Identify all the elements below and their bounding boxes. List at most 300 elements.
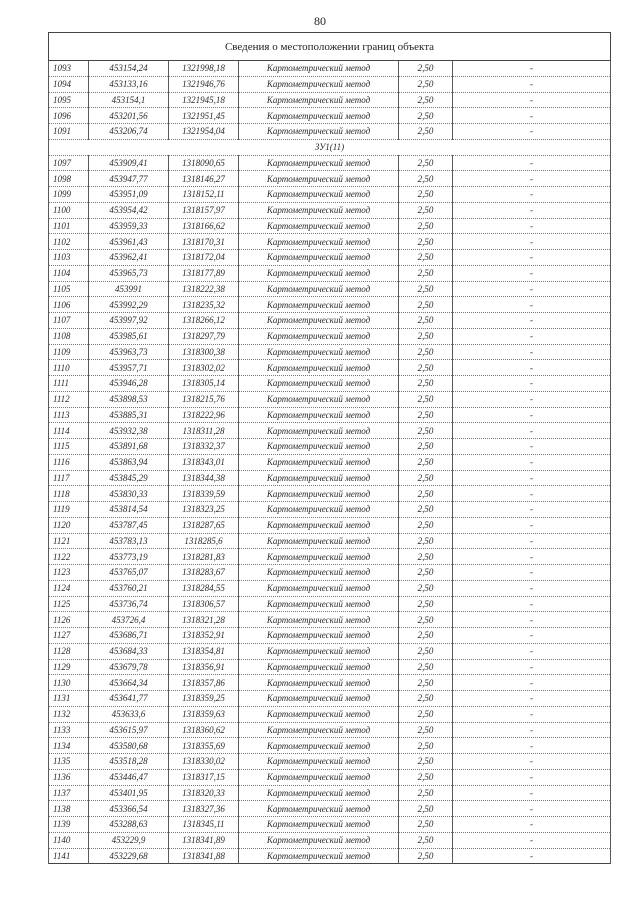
point-number-cell: 1131 bbox=[49, 691, 89, 707]
y-coordinate-cell: 1318332,37 bbox=[169, 439, 239, 455]
method-cell: Картометрический метод bbox=[239, 628, 399, 644]
x-coordinate-cell: 453206,74 bbox=[89, 124, 169, 140]
point-number-cell: 1100 bbox=[49, 202, 89, 218]
description-cell: - bbox=[453, 817, 611, 833]
description-cell: - bbox=[453, 801, 611, 817]
method-cell: Картометрический метод bbox=[239, 659, 399, 675]
description-cell: - bbox=[453, 92, 611, 108]
accuracy-cell: 2,50 bbox=[399, 407, 453, 423]
y-coordinate-cell: 1318311,28 bbox=[169, 423, 239, 439]
x-coordinate-cell: 453580,68 bbox=[89, 738, 169, 754]
table-row bbox=[49, 517, 611, 533]
method-cell: Картометрический метод bbox=[239, 722, 399, 738]
table-row bbox=[49, 313, 611, 329]
accuracy-cell: 2,50 bbox=[399, 439, 453, 455]
description-cell: - bbox=[453, 769, 611, 785]
point-number-cell: 1105 bbox=[49, 281, 89, 297]
y-coordinate-cell: 1318266,12 bbox=[169, 313, 239, 329]
y-coordinate-cell: 1318317,15 bbox=[169, 769, 239, 785]
table-row bbox=[49, 533, 611, 549]
point-number-cell: 1097 bbox=[49, 155, 89, 171]
accuracy-cell: 2,50 bbox=[399, 76, 453, 92]
table-row bbox=[49, 643, 611, 659]
description-cell: - bbox=[453, 250, 611, 266]
description-cell: - bbox=[453, 517, 611, 533]
x-coordinate-cell: 453401,95 bbox=[89, 785, 169, 801]
x-coordinate-cell: 453133,16 bbox=[89, 76, 169, 92]
accuracy-cell: 2,50 bbox=[399, 643, 453, 659]
y-coordinate-cell: 1318281,83 bbox=[169, 549, 239, 565]
point-number-cell: 1099 bbox=[49, 187, 89, 203]
y-coordinate-cell: 1318090,65 bbox=[169, 155, 239, 171]
y-coordinate-cell: 1318360,62 bbox=[169, 722, 239, 738]
accuracy-cell: 2,50 bbox=[399, 423, 453, 439]
table-row bbox=[49, 218, 611, 234]
point-number-cell: 1098 bbox=[49, 171, 89, 187]
table-row bbox=[49, 549, 611, 565]
x-coordinate-cell: 453845,29 bbox=[89, 470, 169, 486]
table-row bbox=[49, 612, 611, 628]
x-coordinate-cell: 453229,9 bbox=[89, 832, 169, 848]
y-coordinate-cell: 1318330,02 bbox=[169, 754, 239, 770]
x-coordinate-cell: 453898,53 bbox=[89, 391, 169, 407]
description-cell: - bbox=[453, 328, 611, 344]
y-coordinate-cell: 1318355,69 bbox=[169, 738, 239, 754]
y-coordinate-cell: 1318300,38 bbox=[169, 344, 239, 360]
x-coordinate-cell: 453201,56 bbox=[89, 108, 169, 124]
point-number-cell: 1130 bbox=[49, 675, 89, 691]
point-number-cell: 1136 bbox=[49, 769, 89, 785]
point-number-cell: 1123 bbox=[49, 565, 89, 581]
accuracy-cell: 2,50 bbox=[399, 628, 453, 644]
description-cell: - bbox=[453, 643, 611, 659]
table-row bbox=[49, 360, 611, 376]
accuracy-cell: 2,50 bbox=[399, 517, 453, 533]
y-coordinate-cell: 1318166,62 bbox=[169, 218, 239, 234]
method-cell: Картометрический метод bbox=[239, 218, 399, 234]
method-cell: Картометрический метод bbox=[239, 517, 399, 533]
accuracy-cell: 2,50 bbox=[399, 691, 453, 707]
method-cell: Картометрический метод bbox=[239, 344, 399, 360]
table-row bbox=[49, 61, 611, 77]
table-row bbox=[49, 234, 611, 250]
description-cell: - bbox=[453, 234, 611, 250]
accuracy-cell: 2,50 bbox=[399, 92, 453, 108]
accuracy-cell: 2,50 bbox=[399, 313, 453, 329]
table-row bbox=[49, 92, 611, 108]
y-coordinate-cell: 1318297,79 bbox=[169, 328, 239, 344]
point-number-cell: 1128 bbox=[49, 643, 89, 659]
x-coordinate-cell: 453633,6 bbox=[89, 706, 169, 722]
method-cell: Картометрический метод bbox=[239, 108, 399, 124]
table-row bbox=[49, 250, 611, 266]
accuracy-cell: 2,50 bbox=[399, 297, 453, 313]
description-cell: - bbox=[453, 486, 611, 502]
accuracy-cell: 2,50 bbox=[399, 565, 453, 581]
method-cell: Картометрический метод bbox=[239, 407, 399, 423]
table-row bbox=[49, 801, 611, 817]
y-coordinate-cell: 1321945,18 bbox=[169, 92, 239, 108]
table-row bbox=[49, 722, 611, 738]
table-row bbox=[49, 391, 611, 407]
x-coordinate-cell: 453951,09 bbox=[89, 187, 169, 203]
point-number-cell: 1129 bbox=[49, 659, 89, 675]
description-cell: - bbox=[453, 785, 611, 801]
x-coordinate-cell: 453154,24 bbox=[89, 61, 169, 77]
accuracy-cell: 2,50 bbox=[399, 612, 453, 628]
accuracy-cell: 2,50 bbox=[399, 754, 453, 770]
description-cell: - bbox=[453, 580, 611, 596]
y-coordinate-cell: 1318357,86 bbox=[169, 675, 239, 691]
method-cell: Картометрический метод bbox=[239, 549, 399, 565]
method-cell: Картометрический метод bbox=[239, 470, 399, 486]
table-row bbox=[49, 344, 611, 360]
method-cell: Картометрический метод bbox=[239, 801, 399, 817]
method-cell: Картометрический метод bbox=[239, 454, 399, 470]
accuracy-cell: 2,50 bbox=[399, 108, 453, 124]
point-number-cell: 1127 bbox=[49, 628, 89, 644]
table-row bbox=[49, 439, 611, 455]
x-coordinate-cell: 453366,54 bbox=[89, 801, 169, 817]
accuracy-cell: 2,50 bbox=[399, 596, 453, 612]
y-coordinate-cell: 1318339,59 bbox=[169, 486, 239, 502]
x-coordinate-cell: 453957,71 bbox=[89, 360, 169, 376]
method-cell: Картометрический метод bbox=[239, 769, 399, 785]
x-coordinate-cell: 453946,28 bbox=[89, 376, 169, 392]
x-coordinate-cell: 453518,28 bbox=[89, 754, 169, 770]
y-coordinate-cell: 1318341,88 bbox=[169, 848, 239, 864]
point-number-cell: 1096 bbox=[49, 108, 89, 124]
accuracy-cell: 2,50 bbox=[399, 817, 453, 833]
accuracy-cell: 2,50 bbox=[399, 328, 453, 344]
table-row bbox=[49, 675, 611, 691]
x-coordinate-cell: 453932,38 bbox=[89, 423, 169, 439]
point-number-cell: 1118 bbox=[49, 486, 89, 502]
description-cell: - bbox=[453, 281, 611, 297]
accuracy-cell: 2,50 bbox=[399, 769, 453, 785]
point-number-cell: 1133 bbox=[49, 722, 89, 738]
description-cell: - bbox=[453, 265, 611, 281]
accuracy-cell: 2,50 bbox=[399, 533, 453, 549]
method-cell: Картометрический метод bbox=[239, 171, 399, 187]
accuracy-cell: 2,50 bbox=[399, 486, 453, 502]
y-coordinate-cell: 1318356,91 bbox=[169, 659, 239, 675]
point-number-cell: 1091 bbox=[49, 124, 89, 140]
x-coordinate-cell: 453891,68 bbox=[89, 439, 169, 455]
description-cell: - bbox=[453, 61, 611, 77]
description-cell: - bbox=[453, 706, 611, 722]
method-cell: Картометрический метод bbox=[239, 391, 399, 407]
point-number-cell: 1140 bbox=[49, 832, 89, 848]
y-coordinate-cell: 1318152,11 bbox=[169, 187, 239, 203]
description-cell: - bbox=[453, 470, 611, 486]
accuracy-cell: 2,50 bbox=[399, 234, 453, 250]
y-coordinate-cell: 1318343,01 bbox=[169, 454, 239, 470]
method-cell: Картометрический метод bbox=[239, 423, 399, 439]
method-cell: Картометрический метод bbox=[239, 675, 399, 691]
title-row bbox=[49, 33, 611, 61]
description-cell: - bbox=[453, 376, 611, 392]
accuracy-cell: 2,50 bbox=[399, 722, 453, 738]
method-cell: Картометрический метод bbox=[239, 155, 399, 171]
point-number-cell: 1103 bbox=[49, 250, 89, 266]
y-coordinate-cell: 1318157,97 bbox=[169, 202, 239, 218]
table-title: Сведения о местоположении границ объекта bbox=[49, 33, 611, 61]
y-coordinate-cell: 1318345,11 bbox=[169, 817, 239, 833]
description-cell: - bbox=[453, 738, 611, 754]
x-coordinate-cell: 453954,42 bbox=[89, 202, 169, 218]
description-cell: - bbox=[453, 454, 611, 470]
method-cell: Картометрический метод bbox=[239, 265, 399, 281]
section-row bbox=[49, 139, 611, 155]
table-row bbox=[49, 706, 611, 722]
x-coordinate-cell: 453736,74 bbox=[89, 596, 169, 612]
y-coordinate-cell: 1321946,76 bbox=[169, 76, 239, 92]
description-cell: - bbox=[453, 391, 611, 407]
point-number-cell: 1104 bbox=[49, 265, 89, 281]
point-number-cell: 1119 bbox=[49, 502, 89, 518]
y-coordinate-cell: 1318344,38 bbox=[169, 470, 239, 486]
x-coordinate-cell: 453686,71 bbox=[89, 628, 169, 644]
accuracy-cell: 2,50 bbox=[399, 61, 453, 77]
description-cell: - bbox=[453, 439, 611, 455]
point-number-cell: 1094 bbox=[49, 76, 89, 92]
point-number-cell: 1124 bbox=[49, 580, 89, 596]
method-cell: Картометрический метод bbox=[239, 691, 399, 707]
description-cell: - bbox=[453, 549, 611, 565]
point-number-cell: 1110 bbox=[49, 360, 89, 376]
description-cell: - bbox=[453, 344, 611, 360]
point-number-cell: 1111 bbox=[49, 376, 89, 392]
x-coordinate-cell: 453773,19 bbox=[89, 549, 169, 565]
method-cell: Картометрический метод bbox=[239, 706, 399, 722]
table-row bbox=[49, 155, 611, 171]
y-coordinate-cell: 1318302,02 bbox=[169, 360, 239, 376]
table-row bbox=[49, 202, 611, 218]
point-number-cell: 1101 bbox=[49, 218, 89, 234]
x-coordinate-cell: 453783,13 bbox=[89, 533, 169, 549]
accuracy-cell: 2,50 bbox=[399, 250, 453, 266]
point-number-cell: 1132 bbox=[49, 706, 89, 722]
description-cell: - bbox=[453, 360, 611, 376]
description-cell: - bbox=[453, 76, 611, 92]
y-coordinate-cell: 1318327,36 bbox=[169, 801, 239, 817]
accuracy-cell: 2,50 bbox=[399, 848, 453, 864]
method-cell: Картометрический метод bbox=[239, 187, 399, 203]
accuracy-cell: 2,50 bbox=[399, 344, 453, 360]
method-cell: Картометрический метод bbox=[239, 817, 399, 833]
description-cell: - bbox=[453, 155, 611, 171]
point-number-cell: 1116 bbox=[49, 454, 89, 470]
accuracy-cell: 2,50 bbox=[399, 502, 453, 518]
description-cell: - bbox=[453, 124, 611, 140]
method-cell: Картометрический метод bbox=[239, 250, 399, 266]
y-coordinate-cell: 1318341,89 bbox=[169, 832, 239, 848]
y-coordinate-cell: 1321998,18 bbox=[169, 61, 239, 77]
y-coordinate-cell: 1318359,25 bbox=[169, 691, 239, 707]
method-cell: Картометрический метод bbox=[239, 281, 399, 297]
y-coordinate-cell: 1318170,31 bbox=[169, 234, 239, 250]
method-cell: Картометрический метод bbox=[239, 360, 399, 376]
description-cell: - bbox=[453, 297, 611, 313]
y-coordinate-cell: 1318146,27 bbox=[169, 171, 239, 187]
table-row bbox=[49, 281, 611, 297]
table-row bbox=[49, 565, 611, 581]
description-cell: - bbox=[453, 848, 611, 864]
x-coordinate-cell: 453947,77 bbox=[89, 171, 169, 187]
y-coordinate-cell: 1318172,04 bbox=[169, 250, 239, 266]
table-row bbox=[49, 407, 611, 423]
table-row bbox=[49, 785, 611, 801]
accuracy-cell: 2,50 bbox=[399, 376, 453, 392]
method-cell: Картометрический метод bbox=[239, 61, 399, 77]
method-cell: Картометрический метод bbox=[239, 297, 399, 313]
table-row bbox=[49, 76, 611, 92]
point-number-cell: 1117 bbox=[49, 470, 89, 486]
x-coordinate-cell: 453154,1 bbox=[89, 92, 169, 108]
x-coordinate-cell: 453229,68 bbox=[89, 848, 169, 864]
accuracy-cell: 2,50 bbox=[399, 360, 453, 376]
method-cell: Картометрический метод bbox=[239, 376, 399, 392]
coordinates-table bbox=[48, 32, 611, 864]
accuracy-cell: 2,50 bbox=[399, 785, 453, 801]
table-row bbox=[49, 769, 611, 785]
x-coordinate-cell: 453726,4 bbox=[89, 612, 169, 628]
x-coordinate-cell: 453885,31 bbox=[89, 407, 169, 423]
y-coordinate-cell: 1318320,33 bbox=[169, 785, 239, 801]
description-cell: - bbox=[453, 502, 611, 518]
description-cell: - bbox=[453, 612, 611, 628]
y-coordinate-cell: 1318235,32 bbox=[169, 297, 239, 313]
accuracy-cell: 2,50 bbox=[399, 155, 453, 171]
point-number-cell: 1106 bbox=[49, 297, 89, 313]
description-cell: - bbox=[453, 187, 611, 203]
table-row bbox=[49, 659, 611, 675]
table-header bbox=[49, 33, 611, 61]
y-coordinate-cell: 1318215,76 bbox=[169, 391, 239, 407]
table-row bbox=[49, 423, 611, 439]
description-cell: - bbox=[453, 533, 611, 549]
table-row bbox=[49, 502, 611, 518]
method-cell: Картометрический метод bbox=[239, 580, 399, 596]
table-row bbox=[49, 596, 611, 612]
y-coordinate-cell: 1318354,81 bbox=[169, 643, 239, 659]
method-cell: Картометрический метод bbox=[239, 439, 399, 455]
y-coordinate-cell: 1318283,67 bbox=[169, 565, 239, 581]
point-number-cell: 1107 bbox=[49, 313, 89, 329]
accuracy-cell: 2,50 bbox=[399, 659, 453, 675]
description-cell: - bbox=[453, 754, 611, 770]
table-row bbox=[49, 108, 611, 124]
method-cell: Картометрический метод bbox=[239, 848, 399, 864]
y-coordinate-cell: 1318285,6 bbox=[169, 533, 239, 549]
accuracy-cell: 2,50 bbox=[399, 281, 453, 297]
point-number-cell: 1125 bbox=[49, 596, 89, 612]
point-number-cell: 1120 bbox=[49, 517, 89, 533]
x-coordinate-cell: 453962,41 bbox=[89, 250, 169, 266]
x-coordinate-cell: 453814,54 bbox=[89, 502, 169, 518]
table-row bbox=[49, 171, 611, 187]
accuracy-cell: 2,50 bbox=[399, 265, 453, 281]
table-row bbox=[49, 848, 611, 864]
x-coordinate-cell: 453992,29 bbox=[89, 297, 169, 313]
section-label: ЗУ1(11) bbox=[49, 139, 611, 155]
table-row bbox=[49, 454, 611, 470]
table-row bbox=[49, 187, 611, 203]
table-row bbox=[49, 817, 611, 833]
x-coordinate-cell: 453664,34 bbox=[89, 675, 169, 691]
description-cell: - bbox=[453, 171, 611, 187]
accuracy-cell: 2,50 bbox=[399, 202, 453, 218]
description-cell: - bbox=[453, 218, 611, 234]
x-coordinate-cell: 453863,94 bbox=[89, 454, 169, 470]
y-coordinate-cell: 1318305,14 bbox=[169, 376, 239, 392]
y-coordinate-cell: 1318177,89 bbox=[169, 265, 239, 281]
x-coordinate-cell: 453641,77 bbox=[89, 691, 169, 707]
table-row bbox=[49, 628, 611, 644]
x-coordinate-cell: 453765,07 bbox=[89, 565, 169, 581]
accuracy-cell: 2,50 bbox=[399, 675, 453, 691]
accuracy-cell: 2,50 bbox=[399, 218, 453, 234]
table-row bbox=[49, 738, 611, 754]
point-number-cell: 1102 bbox=[49, 234, 89, 250]
method-cell: Картометрический метод bbox=[239, 76, 399, 92]
method-cell: Картометрический метод bbox=[239, 502, 399, 518]
coordinates-table-body bbox=[49, 61, 611, 864]
point-number-cell: 1121 bbox=[49, 533, 89, 549]
point-number-cell: 1139 bbox=[49, 817, 89, 833]
description-cell: - bbox=[453, 628, 611, 644]
x-coordinate-cell: 453760,21 bbox=[89, 580, 169, 596]
method-cell: Картометрический метод bbox=[239, 754, 399, 770]
point-number-cell: 1114 bbox=[49, 423, 89, 439]
method-cell: Картометрический метод bbox=[239, 202, 399, 218]
y-coordinate-cell: 1318287,65 bbox=[169, 517, 239, 533]
y-coordinate-cell: 1321951,45 bbox=[169, 108, 239, 124]
point-number-cell: 1115 bbox=[49, 439, 89, 455]
table-row bbox=[49, 832, 611, 848]
method-cell: Картометрический метод bbox=[239, 313, 399, 329]
description-cell: - bbox=[453, 407, 611, 423]
description-cell: - bbox=[453, 675, 611, 691]
point-number-cell: 1113 bbox=[49, 407, 89, 423]
accuracy-cell: 2,50 bbox=[399, 171, 453, 187]
accuracy-cell: 2,50 bbox=[399, 706, 453, 722]
accuracy-cell: 2,50 bbox=[399, 470, 453, 486]
method-cell: Картометрический метод bbox=[239, 328, 399, 344]
table-row bbox=[49, 265, 611, 281]
point-number-cell: 1137 bbox=[49, 785, 89, 801]
x-coordinate-cell: 453830,33 bbox=[89, 486, 169, 502]
point-number-cell: 1108 bbox=[49, 328, 89, 344]
point-number-cell: 1095 bbox=[49, 92, 89, 108]
accuracy-cell: 2,50 bbox=[399, 391, 453, 407]
point-number-cell: 1093 bbox=[49, 61, 89, 77]
table-row bbox=[49, 486, 611, 502]
x-coordinate-cell: 453963,73 bbox=[89, 344, 169, 360]
x-coordinate-cell: 453997,92 bbox=[89, 313, 169, 329]
description-cell: - bbox=[453, 722, 611, 738]
x-coordinate-cell: 453991 bbox=[89, 281, 169, 297]
description-cell: - bbox=[453, 565, 611, 581]
point-number-cell: 1138 bbox=[49, 801, 89, 817]
x-coordinate-cell: 453985,61 bbox=[89, 328, 169, 344]
description-cell: - bbox=[453, 423, 611, 439]
y-coordinate-cell: 1318222,96 bbox=[169, 407, 239, 423]
method-cell: Картометрический метод bbox=[239, 124, 399, 140]
method-cell: Картометрический метод bbox=[239, 234, 399, 250]
method-cell: Картометрический метод bbox=[239, 533, 399, 549]
